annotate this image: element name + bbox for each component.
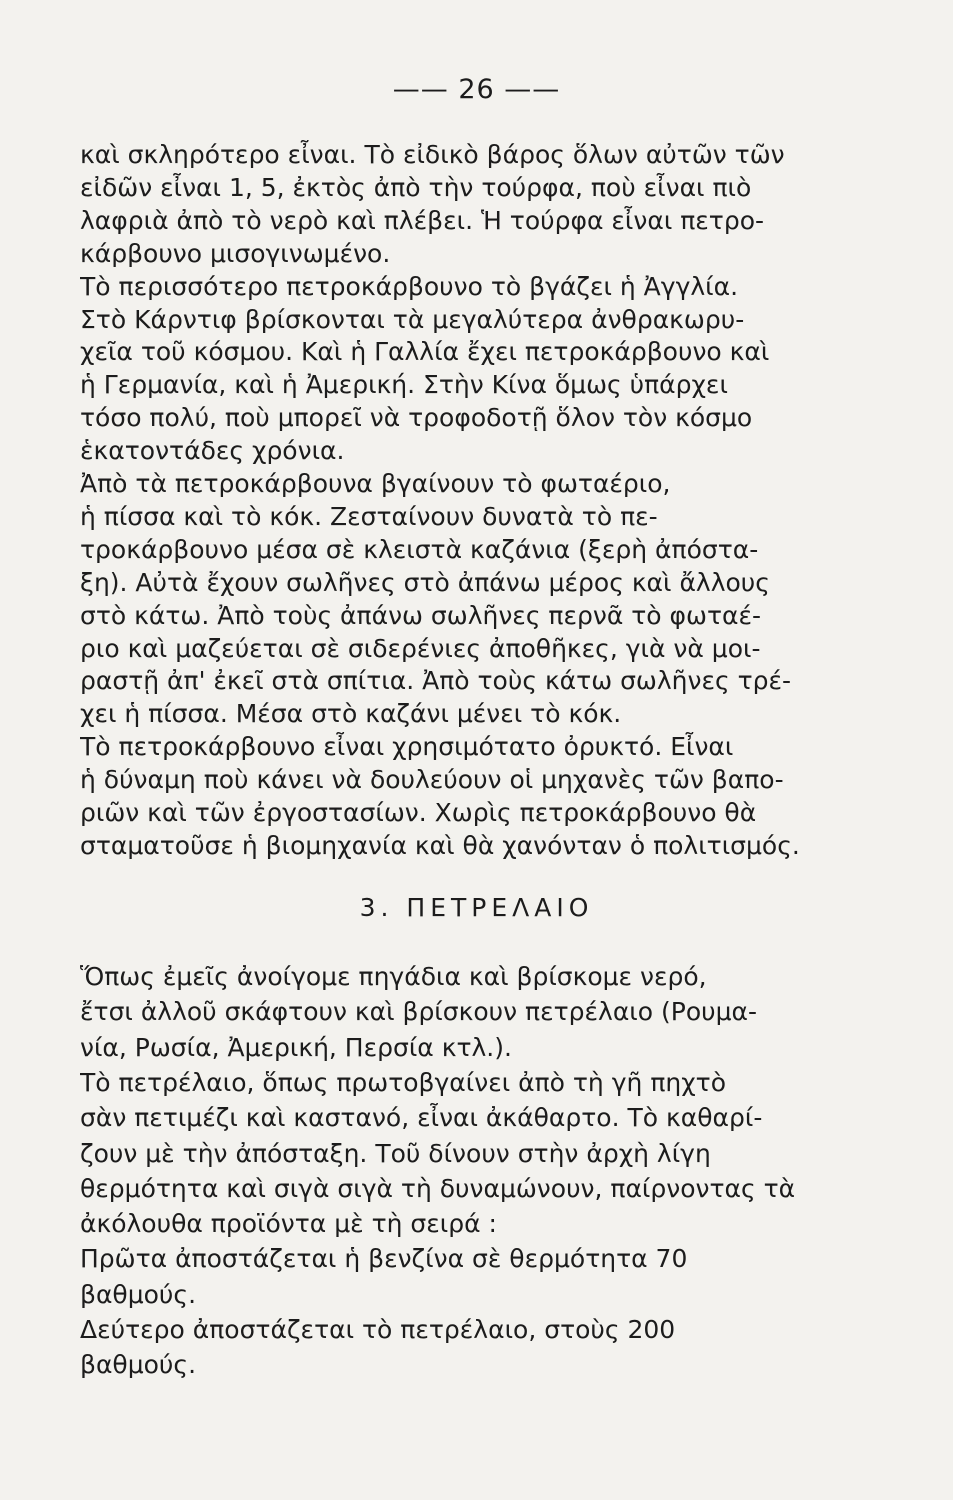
- text-line: ριο καὶ μαζεύεται σὲ σιδερένιες ἀποθῆκες, γιὰ νὰ μοι-: [80, 633, 761, 663]
- text-line: ξη). Αὐτὰ ἔχουν σωλῆνες στὸ ἀπάνω μέρος καὶ ἄλλους: [80, 567, 770, 597]
- text-line: σταματοῦσε ἡ βιομηχανία καὶ θὰ χανόνταν ὁ πολιτισμός.: [80, 830, 800, 860]
- text-line: νία, Ρωσία, Ἀμερική, Περσία κτλ.).: [80, 1032, 512, 1062]
- text-line: καὶ σκληρότερο εἶναι. Τὸ εἰδικὸ βάρος ὅλων αὐτῶν τῶν: [80, 140, 785, 169]
- text-line: λαφριὰ ἀπὸ τὸ νερὸ καὶ πλέβει. Ἡ τούρφα εἶναι πετρο-: [80, 205, 765, 235]
- text-line: Ὅπως ἐμεῖς ἀνοίγομε πηγάδια καὶ βρίσκομε νερό,: [80, 962, 707, 991]
- text-line: ἡ Γερμανία, καὶ ἡ Ἀμερική. Στὴν Κίνα ὅμως ὑπάρχει: [80, 370, 728, 400]
- text-line: ραστῇ ἀπ' ἐκεῖ στὰ σπίτια. Ἀπὸ τοὺς κάτω σωλῆνες τρέ-: [80, 666, 792, 696]
- page-number: —— 26 ——: [392, 74, 561, 105]
- text-line: Τὸ πετρέλαιο, ὅπως πρωτοβγαίνει ἀπὸ τὴ γῆ πηχτὸ: [80, 1067, 726, 1097]
- text-line: εἰδῶν εἶναι 1, 5, ἐκτὸς ἀπὸ τὴν τούρφα, ποὺ εἶναι πιὸ: [80, 172, 752, 202]
- text-line: ἡ πίσσα καὶ τὸ κόκ. Ζεσταίνουν δυνατὰ τὸ πε-: [80, 501, 658, 531]
- text-line: Πρῶτα ἀποστάζεται ἡ βενζίνα σὲ θερμότητα 70: [80, 1244, 688, 1274]
- text-line: ζουν μὲ τὴν ἀπόσταξη. Τοῦ δίνουν στὴν ἀρχὴ λίγη: [80, 1138, 711, 1168]
- text-line: Ἀπὸ τὰ πετροκάρβουνα βγαίνουν τὸ φωταέριο,: [80, 469, 671, 498]
- text-line: Στὸ Κάρντιφ βρίσκονται τὰ μεγαλύτερα ἀνθρακωρυ-: [80, 304, 745, 334]
- text-line: τόσο πολύ, ποὺ μπορεῖ νὰ τροφοδοτῇ ὅλον τὸν κόσμο: [80, 403, 753, 433]
- text-line: Τὸ περισσότερο πετροκάρβουνο τὸ βγάζει ἡ Ἀγγλία.: [80, 271, 739, 301]
- text-line: βαθμούς.: [80, 1350, 197, 1380]
- section-heading: 3. ΠΕΤΡΕΛΑΙΟ: [359, 893, 594, 922]
- text-line: σὰν πετιμέζι καὶ καστανό, εἶναι ἀκάθαρτο. Τὸ καθαρί-: [80, 1103, 763, 1133]
- text-line: ἡ δύναμη ποὺ κάνει νὰ δουλεύουν οἱ μηχανὲς τῶν βαπο-: [80, 765, 784, 795]
- text-line: βαθμούς.: [80, 1279, 197, 1309]
- text-line: ριῶν καὶ τῶν ἐργοστασίων. Χωρὶς πετροκάρβουνο θὰ: [80, 798, 757, 827]
- text-line: Δεύτερο ἀποστάζεται τὸ πετρέλαιο, στοὺς 200: [80, 1315, 676, 1344]
- text-line: χει ἡ πίσσα. Μέσα στὸ καζάνι μένει τὸ κόκ.: [80, 699, 622, 729]
- text-line: ἔτσι ἀλλοῦ σκάφτουν καὶ βρίσκουν πετρέλαιο (Ρουμα-: [80, 997, 757, 1027]
- text-line: στὸ κάτω. Ἀπὸ τοὺς ἀπάνω σωλῆνες περνᾶ τὸ φωταέ-: [80, 600, 762, 630]
- text-line: θερμότητα καὶ σιγὰ σιγὰ τὴ δυναμώνουν, παίρνοντας τὰ: [80, 1173, 796, 1203]
- text-line: τροκάρβουνο μέσα σὲ κλειστὰ καζάνια (ξερὴ ἀπόστα-: [80, 534, 759, 564]
- text-line: κάρβουνο μισογινωμένο.: [80, 238, 391, 268]
- text-line: Τὸ πετροκάρβουνο εἶναι χρησιμότατο ὀρυκτό. Εἶναι: [80, 732, 734, 762]
- text-line: ἀκόλουθα προϊόντα μὲ τὴ σειρά :: [80, 1209, 497, 1239]
- text-line: χεῖα τοῦ κόσμου. Καὶ ἡ Γαλλία ἔχει πετροκάρβουνο καὶ: [80, 337, 770, 367]
- text-line: ἑκατοντάδες χρόνια.: [80, 436, 345, 466]
